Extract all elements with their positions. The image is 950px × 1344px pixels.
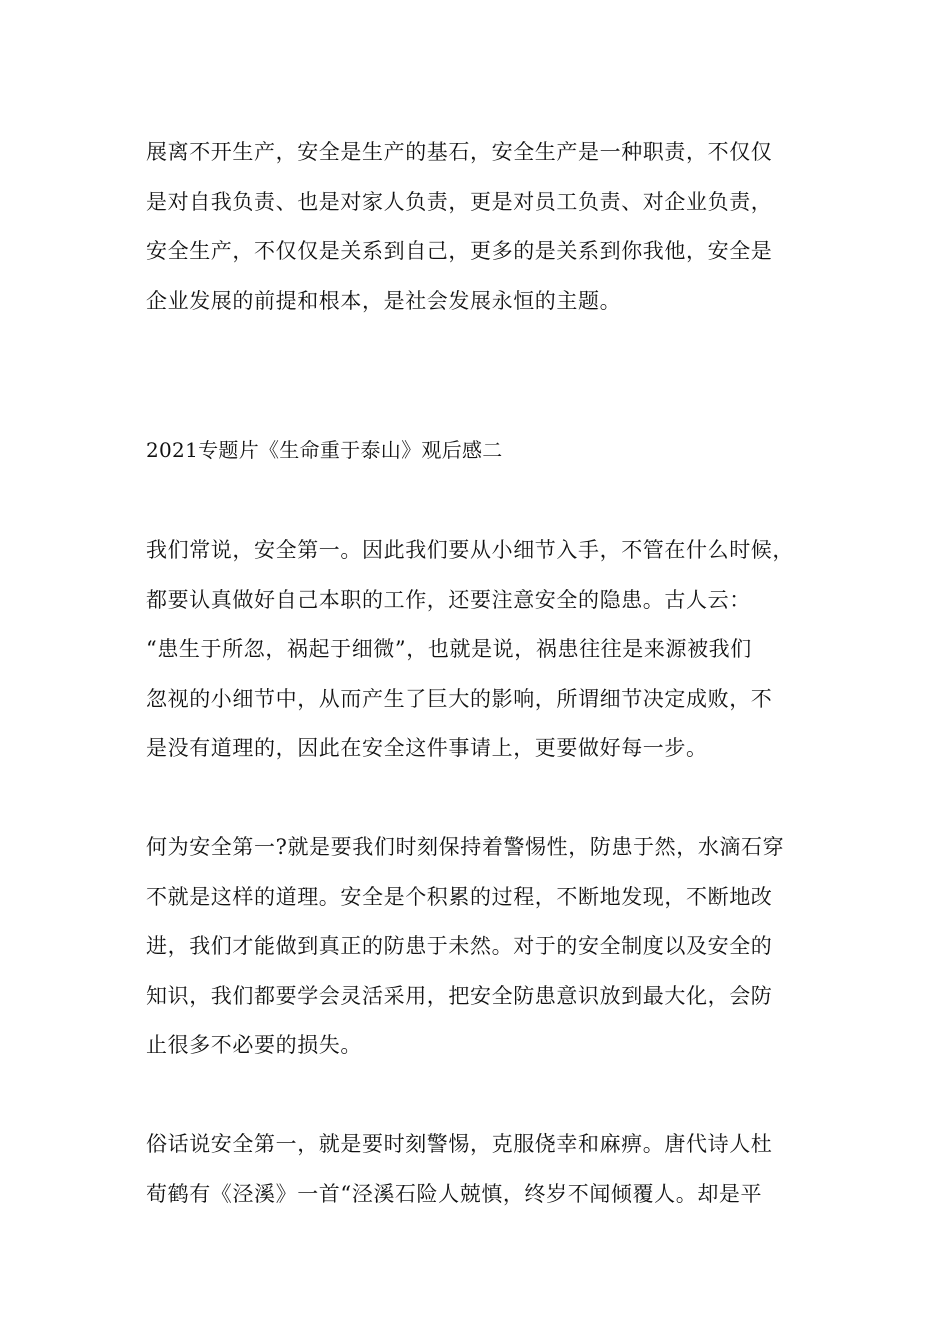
- text-line: 是没有道理的，因此在安全这件事请上，更要做好每一步。: [146, 736, 708, 760]
- text-line: 何为安全第一?就是要我们时刻保持着警惕性，防患于然，水滴石穿: [146, 835, 785, 859]
- text-line: 安全生产，不仅仅是关系到自己，更多的是关系到你我他，安全是: [146, 239, 773, 263]
- text-line: 止很多不必要的损失。: [146, 1033, 362, 1057]
- text-line: 忽视的小细节中，从而产生了巨大的影响，所谓细节决定成败，不: [146, 686, 773, 711]
- text-line: 都要认真做好自己本职的工作，还要注意安全的隐患。古人云：: [146, 587, 751, 612]
- section-heading-text: 2021专题片《生命重于泰山》观后感二: [146, 438, 503, 462]
- text-line: 知识，我们都要学会灵活采用，把安全防患意识放到最大化，会防: [146, 983, 773, 1008]
- text-line: 俗话说安全第一，就是要时刻警惕，克服侥幸和麻痹。唐代诗人杜: [146, 1132, 773, 1156]
- text-line: 进，我们才能做到真正的防患于未然。对于的安全制度以及安全的: [146, 934, 773, 958]
- paragraph-intro-continuation: [146, 128, 816, 326]
- text-line: 展离不开生产，安全是生产的基石，安全生产是一种职责，不仅仅: [146, 140, 773, 164]
- paragraph-safety-first: [146, 526, 816, 774]
- paragraph-proverb: [146, 1120, 816, 1219]
- text-line: 荀鹤有《泾溪》一首“泾溪石险人兢慎，终岁不闻倾覆人。却是平: [146, 1181, 763, 1206]
- text-line: 我们常说，安全第一。因此我们要从小细节入手，不管在什么时候，: [146, 538, 794, 562]
- text-line: 不就是这样的道理。安全是个积累的过程，不断地发现，不断地改: [146, 884, 773, 909]
- section-heading: [146, 430, 816, 470]
- paragraph-vigilance: [146, 823, 816, 1071]
- text-line: 是对自我负责、也是对家人负责，更是对员工负责、对企业负责，: [146, 189, 773, 214]
- text-line: “患生于所忽，祸起于细微”，也就是说，祸患往往是来源被我们: [146, 637, 752, 661]
- text-line: 企业发展的前提和根本，是社会发展永恒的主题。: [146, 288, 622, 313]
